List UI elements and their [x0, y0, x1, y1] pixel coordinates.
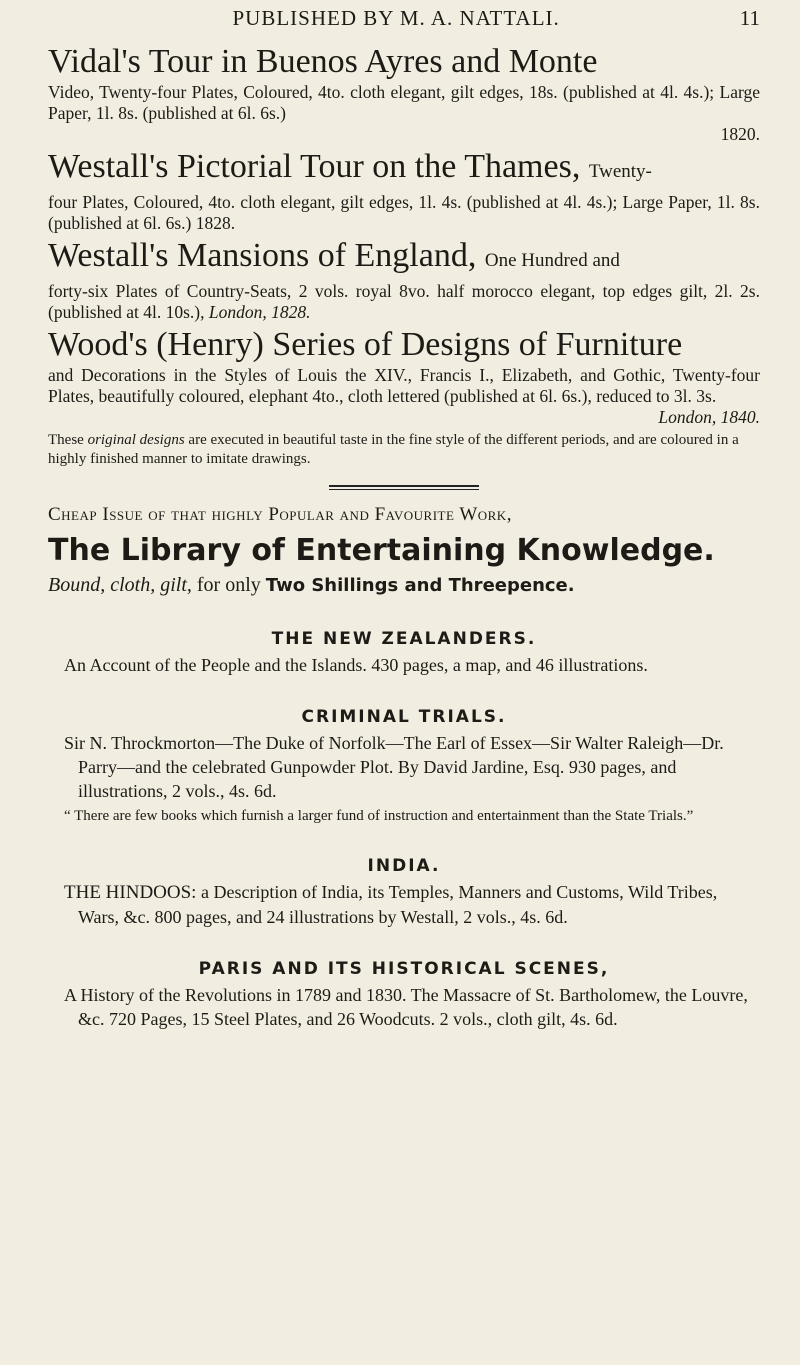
section-description: Sir N. Throckmorton—The Duke of Norfolk—The Earl of Essex—Sir Walter Raleigh—Dr. Parry—and the celebrated Gunpowder Plot. By David Jardine, Esq. 930 pages, and illustrations, 2 vols., 4s. 6d. — [64, 733, 724, 801]
entry-vidal — [48, 42, 760, 145]
library-title: The Library of Entertaining Knowledge. — [48, 533, 715, 568]
entry-westall-mansions — [48, 236, 760, 323]
entry-note: These original designs are executed in beautiful taste in the fine style of the different periods, and are coloured in a highly finished manner to imitate drawings. — [48, 432, 739, 467]
price: Two Shillings and Threepence. — [265, 575, 575, 596]
entry-date: London, 1828. — [208, 302, 311, 322]
section-paris — [48, 959, 760, 1031]
entry-westall-thames — [48, 147, 760, 234]
section-new-zealanders — [48, 629, 760, 677]
divider-rule — [329, 485, 479, 490]
entry-title: Westall's Pictorial Tour on the Thames, Twenty- — [48, 148, 652, 185]
section-india — [48, 856, 760, 929]
section-title: INDIA. — [367, 856, 441, 876]
entry-title: Vidal's Tour in Buenos Ayres and Monte — [48, 43, 598, 80]
section-description: A History of the Revolutions in 1789 and 1830. The Massacre of St. Bartholomew, the Louvre, &c. 720 Pages, 15 Steel Plates, and 26 Woodcuts. 2 vols., cloth gilt, 4s. 6d. — [64, 985, 748, 1029]
price-line: Bound, cloth, gilt, for only Two Shillings and Threepence. — [48, 574, 575, 596]
section-quote: “ There are few books which furnish a larger fund of instruction and entertainment than the State Trials.” — [64, 808, 694, 824]
page-number: 11 — [739, 6, 760, 30]
section-title: CRIMINAL TRIALS. — [301, 707, 507, 727]
section-title: PARIS AND ITS HISTORICAL SCENES, — [198, 959, 610, 979]
section-description: An Account of the People and the Islands. 430 pages, a map, and 46 illustrations. — [64, 655, 648, 675]
cheap-issue-line: Cheap Issue of that highly Popular and Favourite Work, — [48, 504, 512, 525]
section-criminal-trials — [48, 707, 760, 826]
entry-description: forty-six Plates of Country-Seats, 2 vols. royal 8vo. half morocco elegant, top edges gilt, 2l. 2s. (published at 4l. 10s.), London, 1828. — [48, 281, 760, 322]
entry-date: 1820. — [720, 124, 760, 144]
entry-wood-furniture — [48, 325, 760, 469]
entry-description: Video, Twenty-four Plates, Coloured, 4to. cloth elegant, gilt edges, 18s. (published at 4l. 4s.); Large Paper, 1l. 8s. (published at 6l. 6s.) 1820. — [48, 82, 760, 144]
entry-title: Westall's Mansions of England, One Hundred and — [48, 237, 620, 274]
entry-date: London, 1840. — [658, 407, 760, 427]
entry-title: Wood's (Henry) Series of Designs of Furniture — [48, 326, 683, 363]
running-title: PUBLISHED BY M. A. NATTALI. — [232, 6, 560, 30]
entry-description: four Plates, Coloured, 4to. cloth elegant, gilt edges, 1l. 4s. (published at 4l. 4s.); Large Paper, 1l. 8s. (published at 6l. 6s.) 1828. — [48, 192, 760, 233]
section-title: THE NEW ZEALANDERS. — [271, 629, 537, 649]
page-header — [48, 0, 760, 40]
section-description: THE HINDOOS: a Description of India, its Temples, Manners and Customs, Wild Tribes, Wars, &c. 800 pages, and 24 illustrations by Westall, 2 vols., 4s. 6d. — [64, 882, 718, 927]
entry-description: and Decorations in the Styles of Louis the XIV., Francis I., Elizabeth, and Gothic, Twenty-four Plates, beautifully coloured, elephant 4to., cloth lettered (published at 6l. 6s.), reduced to 3l. 3s. London, 1840. — [48, 365, 760, 427]
